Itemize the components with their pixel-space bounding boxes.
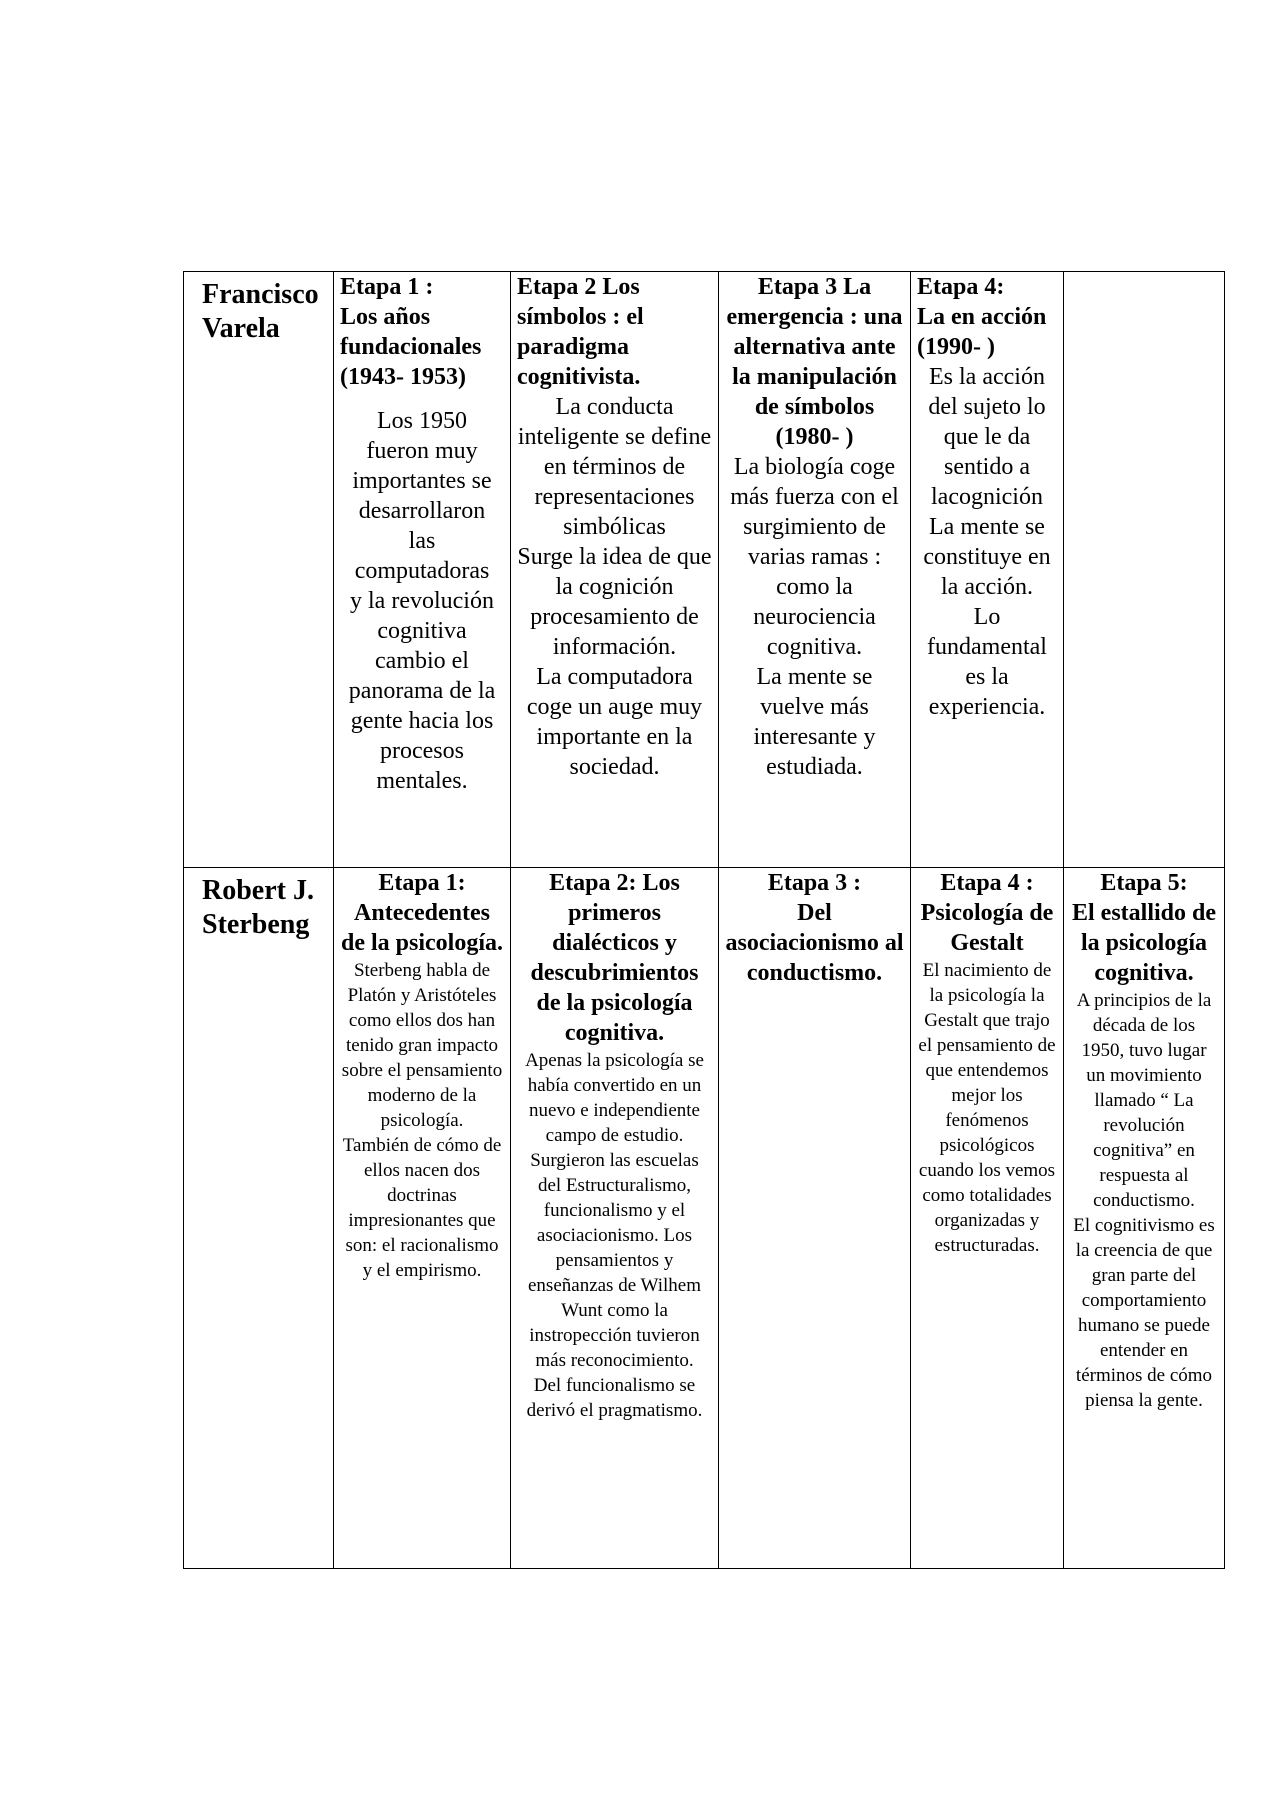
author-cell bbox=[184, 868, 334, 1569]
stage-cell bbox=[1064, 868, 1225, 1569]
stage-text: Los 1950 fueron muy importantes se desarrollaron las computadoras y la revolución cognitiva cambio el panorama de la gente hacia los procesos mentales. bbox=[348, 408, 496, 794]
stage-cell bbox=[334, 272, 511, 868]
stage-text: El nacimiento de la psicología la Gestalt que trajo el pensamiento de que entendemos mejor los fenómenos psicológicos cuando los vemos como totalidades organizadas y estructuradas. bbox=[918, 960, 1056, 1256]
stage-cell bbox=[911, 868, 1064, 1569]
stage-heading: Etapa 5: El estallido de la psicología cognitiva. bbox=[1071, 870, 1216, 986]
stage-heading: Etapa 4: La en acción (1990- ) bbox=[917, 274, 1047, 360]
table-row bbox=[184, 868, 1225, 1569]
stage-heading: Etapa 3 La emergencia : una alternativa ante la manipulación de símbolos (1980- ) bbox=[726, 274, 903, 450]
stage-cell bbox=[719, 272, 911, 868]
stage-text: La conducta inteligente se define en términos de representaciones simbólicas Surge la idea de que la cognición procesamiento de información. La computadora coge un auge muy importante en la sociedad. bbox=[517, 394, 712, 780]
stage-heading: Etapa 2 Los símbolos : el paradigma cognitivista. bbox=[517, 274, 644, 390]
stage-heading: Etapa 4 : Psicología de Gestalt bbox=[920, 870, 1054, 956]
stage-text: Sterbeng habla de Platón y Aristóteles como ellos dos han tenido gran impacto sobre el pensamiento moderno de la psicología. También de cómo de ellos nacen dos doctrinas impresionantes que son: el racionalismo y el empirismo. bbox=[341, 960, 503, 1281]
empty-cell bbox=[1064, 272, 1225, 868]
author-cell bbox=[184, 272, 334, 868]
stage-cell bbox=[334, 868, 511, 1569]
stage-heading: Etapa 1: Antecedentes de la psicología. bbox=[340, 870, 503, 956]
stage-text: A principios de la década de los 1950, tuvo lugar un movimiento llamado “ La revolución cognitiva” en respuesta al conductismo. El cognitivismo es la creencia de que gran parte del comportamiento humano se puede entender en términos de cómo piensa la gente. bbox=[1073, 990, 1215, 1411]
table-row bbox=[184, 272, 1225, 868]
stage-heading: Etapa 3 : Del asociacionismo al conductismo. bbox=[725, 870, 904, 986]
author-name: Francisco Varela bbox=[202, 279, 319, 344]
comparison-table bbox=[183, 271, 1225, 1569]
author-name: Robert J. Sterbeng bbox=[202, 875, 314, 940]
stage-cell bbox=[511, 272, 719, 868]
stage-heading: Etapa 1 : Los años fundacionales (1943- 1953) bbox=[340, 274, 482, 390]
stage-cell bbox=[911, 272, 1064, 868]
stage-cell bbox=[719, 868, 911, 1569]
stage-cell bbox=[511, 868, 719, 1569]
stage-heading: Etapa 2: Los primeros dialécticos y descubrimientos de la psicología cognitiva. bbox=[530, 870, 699, 1046]
stage-text: Es la acción del sujeto lo que le da sentido a lacognición La mente se constituye en la acción. Lo fundamental es la experiencia. bbox=[923, 364, 1051, 720]
stage-text: Apenas la psicología se había convertido en un nuevo e independiente campo de estudio. Surgieron las escuelas del Estructuralismo, funcionalismo y el asociacionismo. Los pensamientos y enseñanzas de Wilhem Wunt como la instropección tuvieron más reconocimiento. Del funcionalismo se derivó el pragmatismo. bbox=[525, 1050, 704, 1421]
stage-text: La biología coge más fuerza con el surgimiento de varias ramas : como la neurociencia cognitiva. La mente se vuelve más interesante y estudiada. bbox=[730, 454, 899, 780]
